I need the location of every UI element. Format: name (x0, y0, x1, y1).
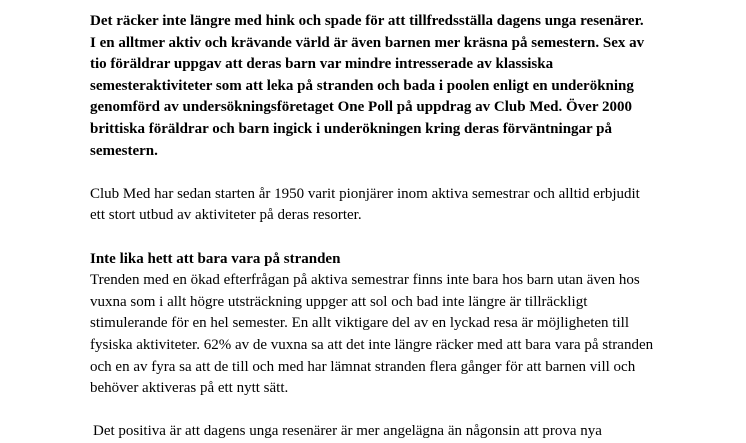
body-line: ett stort utbud av aktiviteter på deras resorter. (90, 207, 362, 224)
body-line: Club Med har sedan starten år 1950 varit pionjärer inom aktiva semestrar och alltid erbjudit (90, 185, 640, 202)
paragraph-gap (90, 227, 710, 249)
intro-line: genomförd av undersökningsföretaget One Poll på uppdrag av Club Med. Över 2000 (90, 99, 632, 116)
paragraph-gap (90, 162, 710, 184)
body-line: Trenden med en ökad efterfrågan på aktiva semestrar finns inte bara hos barn utan även hos (90, 272, 640, 289)
body-line: och en av fyra sa att de till och med har lämnat stranden flera gånger för att barnen vill och (90, 358, 636, 375)
intro-line: tio föräldrar uppgav att deras barn var mindre intresserade av klassiska (90, 56, 554, 73)
document-page (90, 11, 710, 443)
body-line: vuxna som i allt högre utsträckning uppger att sol och bad inte längre är tillräckligt (90, 293, 588, 310)
intro-line: semesteraktiviteter som att leka på stranden och bada i poolen enligt en underökning (90, 77, 634, 94)
section-heading: Inte lika hett att bara vara på stranden (90, 250, 341, 267)
intro-line: semestern. (90, 142, 158, 159)
section-beach (90, 249, 710, 400)
paragraph-positive (90, 421, 710, 443)
body-line: Det positiva är att dagens unga resenärer är mer angelägna än någonsin att prova nya (93, 423, 602, 440)
intro-line: Det räcker inte längre med hink och spade för att tillfredsställa dagens unga resenärer. (90, 13, 644, 29)
body-line: fysiska aktiviteter. 62% av de vuxna sa att det inte längre räcker med att bara vara på stranden (90, 336, 654, 353)
intro-line: I en alltmer aktiv och krävande värld är även barnen mer kräsna på semestern. Sex av (90, 34, 645, 51)
body-line: stimulerande för en hel semester. En allt viktigare del av en lyckad resa är möjligheten till (90, 315, 629, 332)
body-line: behöver aktiveras på ett nytt sätt. (90, 380, 289, 397)
intro-line: brittiska föräldrar och barn ingick i underökningen kring deras förväntningar på (90, 120, 613, 137)
intro-paragraph (90, 11, 710, 162)
paragraph-gap (90, 400, 710, 422)
paragraph-club-med (90, 184, 710, 227)
